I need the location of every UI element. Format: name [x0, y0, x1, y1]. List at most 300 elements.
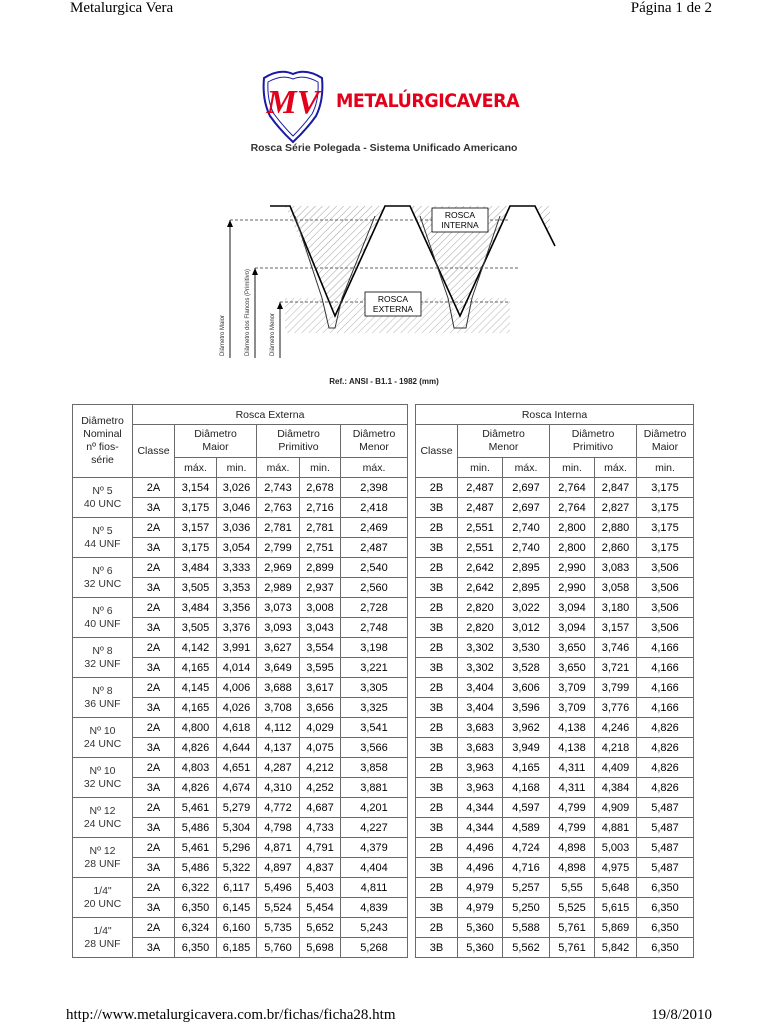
- value-cell: 4,733: [300, 818, 341, 838]
- value-cell: 4,975: [595, 858, 637, 878]
- value-cell: 4,311: [550, 758, 595, 778]
- value-cell: 3,963: [458, 758, 503, 778]
- value-cell: 4,618: [217, 718, 257, 738]
- class-cell: 3A: [133, 658, 175, 678]
- value-cell: 5,003: [595, 838, 637, 858]
- brand-name: METALÚRGICAVERA: [336, 90, 520, 112]
- class-cell: 3B: [416, 778, 458, 798]
- table-row: [416, 578, 694, 598]
- value-cell: 3,963: [458, 778, 503, 798]
- value-cell: 4,246: [595, 718, 637, 738]
- value-cell: 5,842: [595, 938, 637, 958]
- value-cell: 3,157: [175, 518, 217, 538]
- internal-subheader: min.: [550, 458, 595, 478]
- value-cell: 2,740: [503, 538, 550, 558]
- value-cell: 4,006: [217, 678, 257, 698]
- value-cell: 3,353: [217, 578, 257, 598]
- nominal-cell: Nº 5 40 UNC: [73, 478, 133, 518]
- mv-logo: [258, 66, 328, 144]
- value-cell: 4,168: [503, 778, 550, 798]
- value-cell: 4,979: [458, 898, 503, 918]
- table-row: [416, 598, 694, 618]
- svg-text:Diâmetro Maior: Diâmetro Maior: [220, 314, 226, 356]
- nominal-cell: Nº 5 44 UNF: [73, 518, 133, 558]
- value-cell: 5,698: [300, 938, 341, 958]
- value-cell: 2,800: [550, 518, 595, 538]
- value-cell: 2,740: [503, 518, 550, 538]
- class-cell: 3B: [416, 938, 458, 958]
- value-cell: 5,735: [257, 918, 300, 938]
- table-row: [416, 918, 694, 938]
- value-cell: 4,404: [341, 858, 408, 878]
- value-cell: 4,227: [341, 818, 408, 838]
- table-row: [416, 758, 694, 778]
- value-cell: 4,897: [257, 858, 300, 878]
- value-cell: 6,350: [175, 938, 217, 958]
- value-cell: 4,142: [175, 638, 217, 658]
- value-cell: 2,827: [595, 498, 637, 518]
- value-cell: 3,036: [217, 518, 257, 538]
- value-cell: 2,487: [458, 498, 503, 518]
- internal-subheader: min.: [637, 458, 694, 478]
- value-cell: 4,344: [458, 798, 503, 818]
- class-cell: 2B: [416, 718, 458, 738]
- value-cell: 4,826: [175, 778, 217, 798]
- value-cell: 3,157: [595, 618, 637, 638]
- value-cell: 5,615: [595, 898, 637, 918]
- value-cell: 5,869: [595, 918, 637, 938]
- value-cell: 5,360: [458, 938, 503, 958]
- value-cell: 2,487: [341, 538, 408, 558]
- value-cell: 4,252: [300, 778, 341, 798]
- value-cell: 3,683: [458, 718, 503, 738]
- value-cell: 4,826: [637, 738, 694, 758]
- table-row: [416, 518, 694, 538]
- nominal-cell: Nº 12 24 UNC: [73, 798, 133, 838]
- value-cell: 2,697: [503, 498, 550, 518]
- value-cell: 3,506: [637, 598, 694, 618]
- value-cell: 4,826: [637, 778, 694, 798]
- value-cell: 4,409: [595, 758, 637, 778]
- value-cell: 2,895: [503, 578, 550, 598]
- class-cell: 3B: [416, 618, 458, 638]
- table-row: [416, 878, 694, 898]
- value-cell: 4,898: [550, 858, 595, 878]
- value-cell: 5,487: [637, 798, 694, 818]
- value-cell: 5,296: [217, 838, 257, 858]
- value-cell: 3,746: [595, 638, 637, 658]
- table-row: [73, 518, 408, 538]
- value-cell: 3,175: [637, 538, 694, 558]
- value-cell: 2,748: [341, 618, 408, 638]
- value-cell: 5,761: [550, 938, 595, 958]
- nominal-cell: Nº 6 32 UNC: [73, 558, 133, 598]
- class-cell: 3B: [416, 498, 458, 518]
- thread-profile-diagram: [210, 198, 560, 360]
- value-cell: 2,487: [458, 478, 503, 498]
- value-cell: 3,154: [175, 478, 217, 498]
- internal-title: Rosca Interna: [416, 405, 694, 425]
- value-cell: 3,175: [637, 478, 694, 498]
- value-cell: 3,175: [175, 538, 217, 558]
- value-cell: 4,837: [300, 858, 341, 878]
- value-cell: 4,138: [550, 718, 595, 738]
- value-cell: 4,310: [257, 778, 300, 798]
- value-cell: 3,043: [300, 618, 341, 638]
- value-cell: 5,243: [341, 918, 408, 938]
- nominal-header: Diâmetro Nominal nº fios- série: [73, 405, 133, 478]
- table-row: [416, 818, 694, 838]
- external-pitch-header: Diâmetro Primitivo: [257, 425, 341, 458]
- value-cell: 3,505: [175, 578, 217, 598]
- value-cell: 3,799: [595, 678, 637, 698]
- value-cell: 3,073: [257, 598, 300, 618]
- external-major-header: Diâmetro Maior: [175, 425, 257, 458]
- value-cell: 2,764: [550, 498, 595, 518]
- value-cell: 3,776: [595, 698, 637, 718]
- nominal-cell: Nº 10 24 UNC: [73, 718, 133, 758]
- value-cell: 3,649: [257, 658, 300, 678]
- value-cell: 3,554: [300, 638, 341, 658]
- value-cell: 5,55: [550, 878, 595, 898]
- value-cell: 2,697: [503, 478, 550, 498]
- footer-url[interactable]: http://www.metalurgicavera.com.br/fichas/ficha28.htm: [66, 1007, 396, 1023]
- value-cell: 3,093: [257, 618, 300, 638]
- value-cell: 5,525: [550, 898, 595, 918]
- internal-class-header: Classe: [416, 425, 458, 478]
- value-cell: 4,839: [341, 898, 408, 918]
- class-cell: 2B: [416, 878, 458, 898]
- table-row: [73, 558, 408, 578]
- value-cell: 4,803: [175, 758, 217, 778]
- value-cell: 5,496: [257, 878, 300, 898]
- external-subheader: máx.: [341, 458, 408, 478]
- table-row: [416, 658, 694, 678]
- class-cell: 2B: [416, 558, 458, 578]
- value-cell: 3,325: [341, 698, 408, 718]
- table-row: [73, 838, 408, 858]
- table-row: [73, 718, 408, 738]
- value-cell: 2,469: [341, 518, 408, 538]
- class-cell: 3A: [133, 858, 175, 878]
- class-cell: 2B: [416, 798, 458, 818]
- value-cell: 4,166: [637, 638, 694, 658]
- internal-minor-header: Diâmetro Menor: [458, 425, 550, 458]
- value-cell: 3,302: [458, 658, 503, 678]
- value-cell: 3,505: [175, 618, 217, 638]
- table-row: [416, 558, 694, 578]
- class-cell: 3A: [133, 738, 175, 758]
- value-cell: 5,486: [175, 858, 217, 878]
- value-cell: 5,487: [637, 858, 694, 878]
- value-cell: 3,656: [300, 698, 341, 718]
- value-cell: 3,709: [550, 678, 595, 698]
- value-cell: 6,324: [175, 918, 217, 938]
- value-cell: 4,145: [175, 678, 217, 698]
- internal-major-header: Diâmetro Maior: [637, 425, 694, 458]
- value-cell: 2,937: [300, 578, 341, 598]
- value-cell: 3,058: [595, 578, 637, 598]
- external-subheader: máx.: [175, 458, 217, 478]
- value-cell: 5,562: [503, 938, 550, 958]
- footer-date: 19/8/2010: [651, 1007, 712, 1023]
- value-cell: 2,716: [300, 498, 341, 518]
- value-cell: 4,979: [458, 878, 503, 898]
- value-cell: 5,403: [300, 878, 341, 898]
- class-cell: 3A: [133, 698, 175, 718]
- page-header-title: Metalurgica Vera: [70, 0, 174, 16]
- value-cell: 5,268: [341, 938, 408, 958]
- external-title: Rosca Externa: [133, 405, 408, 425]
- value-cell: 4,112: [257, 718, 300, 738]
- value-cell: 3,650: [550, 658, 595, 678]
- value-cell: 3,054: [217, 538, 257, 558]
- value-cell: 3,175: [637, 518, 694, 538]
- value-cell: 2,895: [503, 558, 550, 578]
- value-cell: 4,212: [300, 758, 341, 778]
- value-cell: 4,165: [175, 698, 217, 718]
- value-cell: 3,356: [217, 598, 257, 618]
- value-cell: 3,404: [458, 698, 503, 718]
- svg-text:MV: MV: [266, 84, 320, 121]
- value-cell: 3,708: [257, 698, 300, 718]
- class-cell: 2A: [133, 718, 175, 738]
- value-cell: 3,881: [341, 778, 408, 798]
- value-cell: 2,781: [300, 518, 341, 538]
- nominal-cell: Nº 8 36 UNF: [73, 678, 133, 718]
- value-cell: 5,487: [637, 818, 694, 838]
- value-cell: 6,160: [217, 918, 257, 938]
- value-cell: 2,728: [341, 598, 408, 618]
- class-cell: 2B: [416, 638, 458, 658]
- value-cell: 3,175: [637, 498, 694, 518]
- value-cell: 2,820: [458, 598, 503, 618]
- class-cell: 3A: [133, 898, 175, 918]
- value-cell: 6,145: [217, 898, 257, 918]
- value-cell: 3,083: [595, 558, 637, 578]
- table-row: [416, 938, 694, 958]
- value-cell: 6,350: [637, 918, 694, 938]
- value-cell: 3,506: [637, 618, 694, 638]
- value-cell: 2,551: [458, 518, 503, 538]
- nominal-cell: 1/4" 20 UNC: [73, 878, 133, 918]
- value-cell: 2,678: [300, 478, 341, 498]
- value-cell: 4,597: [503, 798, 550, 818]
- value-cell: 6,185: [217, 938, 257, 958]
- value-cell: 4,800: [175, 718, 217, 738]
- value-cell: 3,595: [300, 658, 341, 678]
- value-cell: 2,800: [550, 538, 595, 558]
- value-cell: 3,506: [637, 558, 694, 578]
- class-cell: 2A: [133, 918, 175, 938]
- value-cell: 4,772: [257, 798, 300, 818]
- class-cell: 2B: [416, 678, 458, 698]
- class-cell: 3B: [416, 658, 458, 678]
- table-row: [416, 478, 694, 498]
- table-row: [416, 638, 694, 658]
- nominal-cell: Nº 12 28 UNF: [73, 838, 133, 878]
- class-cell: 2A: [133, 798, 175, 818]
- class-cell: 2B: [416, 758, 458, 778]
- value-cell: 4,724: [503, 838, 550, 858]
- class-cell: 2A: [133, 758, 175, 778]
- value-cell: 4,799: [550, 818, 595, 838]
- external-minor-header: Diâmetro Menor: [341, 425, 408, 458]
- value-cell: 4,287: [257, 758, 300, 778]
- value-cell: 5,486: [175, 818, 217, 838]
- table-row: [416, 678, 694, 698]
- value-cell: 5,250: [503, 898, 550, 918]
- value-cell: 3,506: [637, 578, 694, 598]
- class-cell: 3B: [416, 578, 458, 598]
- table-row: [416, 858, 694, 878]
- value-cell: 2,880: [595, 518, 637, 538]
- value-cell: 4,166: [637, 658, 694, 678]
- nominal-cell: Nº 8 32 UNF: [73, 638, 133, 678]
- table-row: [73, 638, 408, 658]
- value-cell: 4,811: [341, 878, 408, 898]
- value-cell: 5,461: [175, 798, 217, 818]
- svg-text:Diâmetro dos Flancos (Primitiv: Diâmetro dos Flancos (Primitivo): [245, 268, 251, 356]
- value-cell: 2,990: [550, 578, 595, 598]
- value-cell: 3,949: [503, 738, 550, 758]
- value-cell: 4,166: [637, 678, 694, 698]
- value-cell: 5,322: [217, 858, 257, 878]
- value-cell: 3,627: [257, 638, 300, 658]
- value-cell: 3,650: [550, 638, 595, 658]
- value-cell: 3,008: [300, 598, 341, 618]
- external-subheader: min.: [300, 458, 341, 478]
- value-cell: 4,379: [341, 838, 408, 858]
- value-cell: 3,302: [458, 638, 503, 658]
- value-cell: 6,322: [175, 878, 217, 898]
- value-cell: 5,304: [217, 818, 257, 838]
- class-cell: 2A: [133, 478, 175, 498]
- value-cell: 5,652: [300, 918, 341, 938]
- class-cell: 3A: [133, 538, 175, 558]
- nominal-cell: 1/4" 28 UNF: [73, 918, 133, 958]
- value-cell: 2,989: [257, 578, 300, 598]
- value-cell: 5,524: [257, 898, 300, 918]
- class-cell: 2B: [416, 838, 458, 858]
- class-cell: 2A: [133, 558, 175, 578]
- internal-subheader: máx.: [595, 458, 637, 478]
- value-cell: 4,799: [550, 798, 595, 818]
- value-cell: 5,454: [300, 898, 341, 918]
- nominal-cell: Nº 10 32 UNC: [73, 758, 133, 798]
- value-cell: 3,606: [503, 678, 550, 698]
- value-cell: 2,847: [595, 478, 637, 498]
- value-cell: 4,826: [637, 758, 694, 778]
- class-cell: 3B: [416, 698, 458, 718]
- document-subtitle: Rosca Série Polegada - Sistema Unificado Americano: [250, 142, 518, 154]
- value-cell: 4,791: [300, 838, 341, 858]
- value-cell: 6,350: [637, 878, 694, 898]
- value-cell: 2,751: [300, 538, 341, 558]
- table-row: [416, 538, 694, 558]
- value-cell: 5,588: [503, 918, 550, 938]
- value-cell: 4,218: [595, 738, 637, 758]
- value-cell: 3,333: [217, 558, 257, 578]
- value-cell: 4,496: [458, 838, 503, 858]
- class-cell: 3A: [133, 938, 175, 958]
- value-cell: 3,709: [550, 698, 595, 718]
- class-cell: 3A: [133, 578, 175, 598]
- value-cell: 5,461: [175, 838, 217, 858]
- value-cell: 3,305: [341, 678, 408, 698]
- value-cell: 3,175: [175, 498, 217, 518]
- external-subheader: min.: [217, 458, 257, 478]
- value-cell: 4,651: [217, 758, 257, 778]
- value-cell: 4,311: [550, 778, 595, 798]
- value-cell: 2,781: [257, 518, 300, 538]
- reference-note: Ref.: ANSI - B1.1 - 1982 (mm): [329, 377, 439, 386]
- class-cell: 2A: [133, 838, 175, 858]
- value-cell: 4,075: [300, 738, 341, 758]
- value-cell: 6,117: [217, 878, 257, 898]
- class-cell: 2A: [133, 598, 175, 618]
- class-cell: 3B: [416, 898, 458, 918]
- value-cell: 2,560: [341, 578, 408, 598]
- svg-text:ROSCA: ROSCA: [377, 294, 409, 304]
- svg-text:Diâmetro Menor: Diâmetro Menor: [270, 312, 276, 356]
- value-cell: 4,644: [217, 738, 257, 758]
- value-cell: 2,820: [458, 618, 503, 638]
- value-cell: 2,799: [257, 538, 300, 558]
- value-cell: 2,551: [458, 538, 503, 558]
- value-cell: 2,642: [458, 578, 503, 598]
- value-cell: 5,761: [550, 918, 595, 938]
- table-row: [416, 618, 694, 638]
- value-cell: 4,026: [217, 698, 257, 718]
- class-cell: 3A: [133, 818, 175, 838]
- page-number: Página 1 de 2: [630, 0, 712, 16]
- value-cell: 5,279: [217, 798, 257, 818]
- value-cell: 4,881: [595, 818, 637, 838]
- class-cell: 3B: [416, 858, 458, 878]
- value-cell: 5,360: [458, 918, 503, 938]
- value-cell: 4,826: [175, 738, 217, 758]
- value-cell: 3,022: [503, 598, 550, 618]
- value-cell: 4,138: [550, 738, 595, 758]
- value-cell: 3,180: [595, 598, 637, 618]
- value-cell: 3,484: [175, 558, 217, 578]
- value-cell: 4,014: [217, 658, 257, 678]
- table-row: [416, 898, 694, 918]
- class-cell: 3B: [416, 738, 458, 758]
- value-cell: 4,909: [595, 798, 637, 818]
- value-cell: 3,721: [595, 658, 637, 678]
- value-cell: 6,350: [175, 898, 217, 918]
- value-cell: 3,528: [503, 658, 550, 678]
- class-cell: 2B: [416, 518, 458, 538]
- table-row: [73, 598, 408, 618]
- class-cell: 2A: [133, 878, 175, 898]
- table-row: [73, 798, 408, 818]
- value-cell: 3,198: [341, 638, 408, 658]
- internal-subheader: min.: [458, 458, 503, 478]
- class-cell: 3A: [133, 778, 175, 798]
- value-cell: 4,496: [458, 858, 503, 878]
- external-thread-table: [72, 404, 408, 958]
- class-cell: 2A: [133, 518, 175, 538]
- class-cell: 2A: [133, 638, 175, 658]
- value-cell: 4,898: [550, 838, 595, 858]
- value-cell: 4,029: [300, 718, 341, 738]
- value-cell: 4,871: [257, 838, 300, 858]
- table-row: [73, 478, 408, 498]
- value-cell: 4,826: [637, 718, 694, 738]
